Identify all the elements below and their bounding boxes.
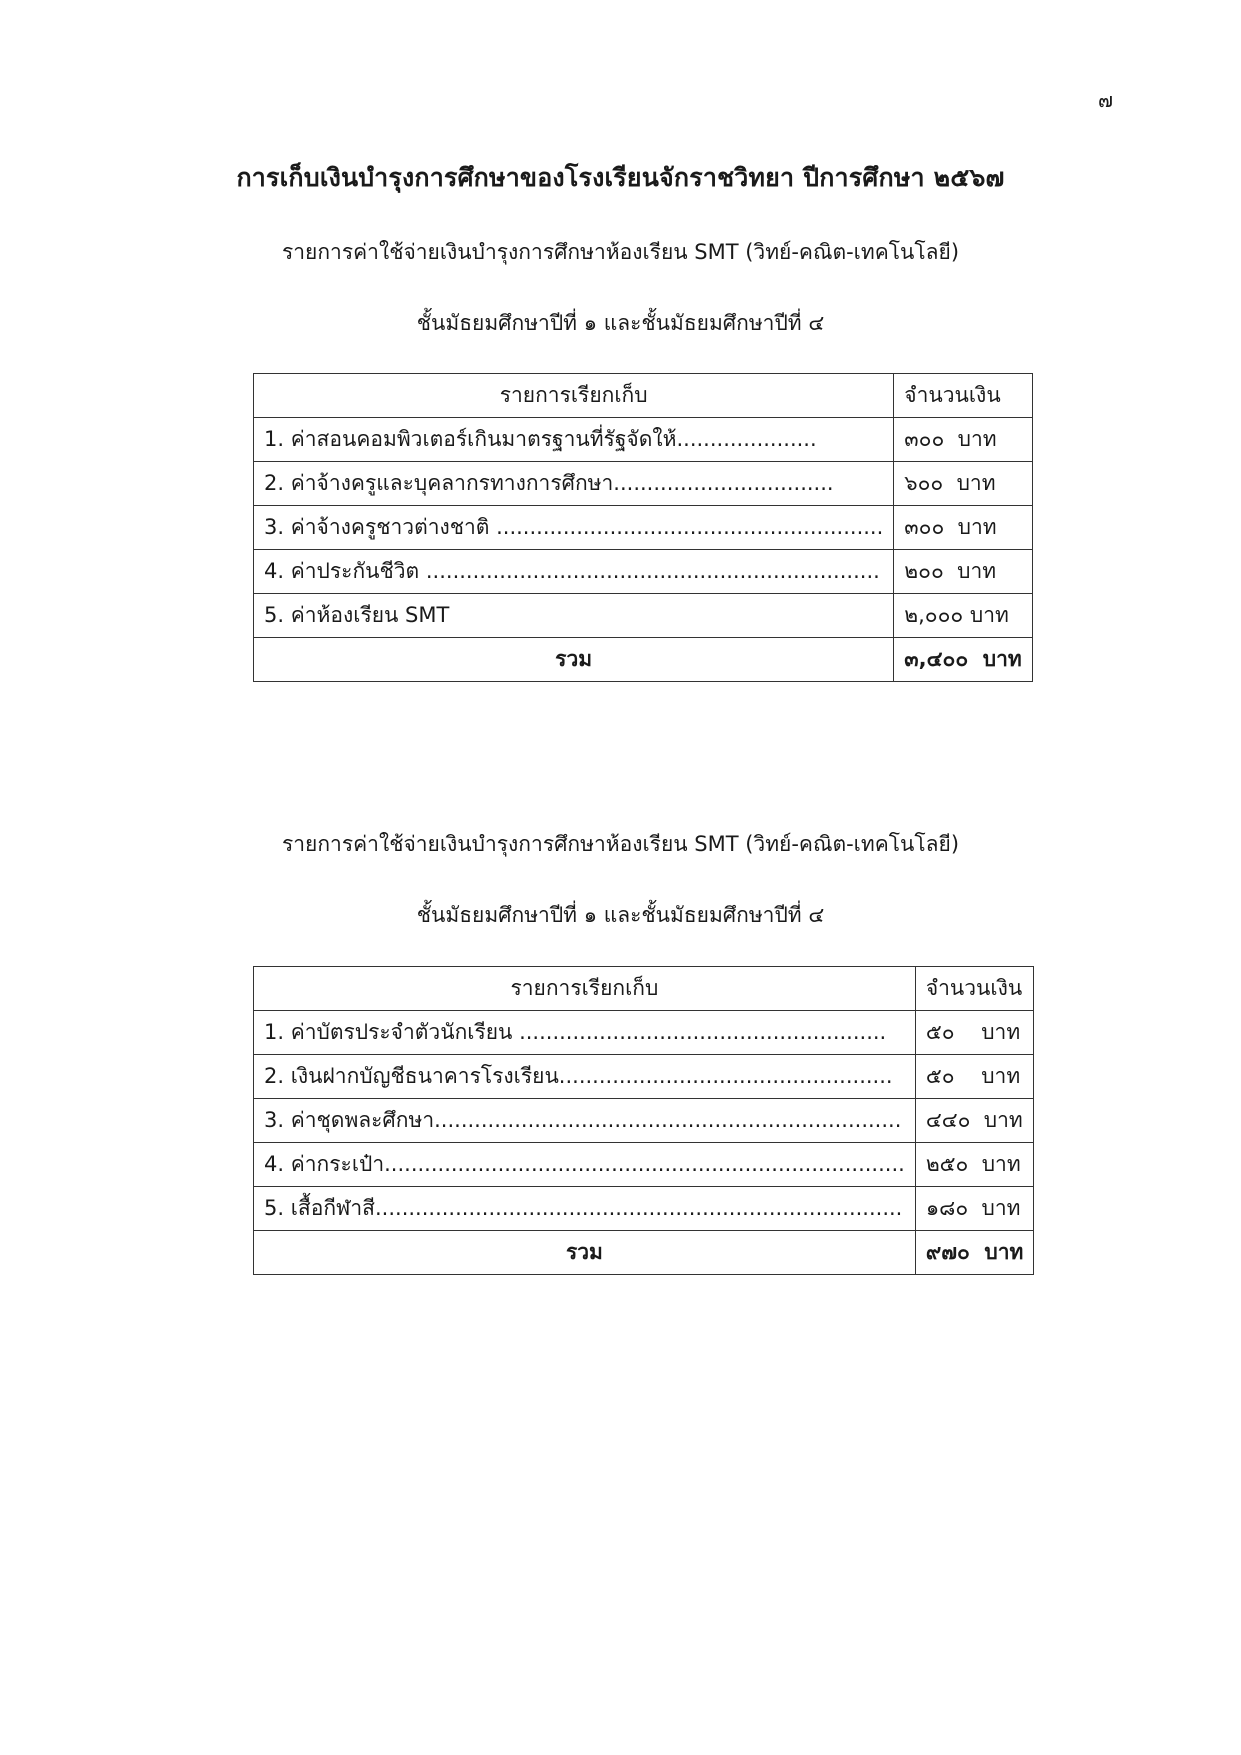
row-amount: ๒๕๐ บาท [915,1143,1034,1187]
header-amount: จำนวนเงิน [915,967,1034,1011]
row-amount: ๕๐ บาท [915,1011,1034,1055]
total-amount: ๓,๔๐๐ บาท [894,638,1032,682]
table-row [254,1187,1034,1231]
total-label: รวม [254,638,894,682]
row-item: 1. ค่าสอนคอมพิวเตอร์เกินมาตรฐานที่รัฐจัดให้..................... [264,427,817,451]
section-2-grade-line: ชั้นมัธยมศึกษาปีที่ ๑ และชั้นมัธยมศึกษาปีที่ ๔ [416,903,825,927]
table-header-row [254,967,1034,1011]
row-amount: ๕๐ บาท [915,1055,1034,1099]
total-label: รวม [254,1231,916,1275]
table-total-row [254,1231,1034,1275]
header-item: รายการเรียกเก็บ [254,374,894,418]
page-number: ๗ [1098,88,1114,112]
table-row [254,1099,1034,1143]
fee-table-1 [253,373,1033,682]
row-amount: ๖๐๐ บาท [894,462,1032,506]
total-amount: ๙๗๐ บาท [915,1231,1034,1275]
row-item: 3. ค่าจ้างครูชาวต่างชาติ .......................................................... [264,515,884,539]
table-row [254,1143,1034,1187]
row-amount: ๔๔๐ บาท [915,1099,1034,1143]
row-amount: ๑๘๐ บาท [915,1187,1034,1231]
row-amount: ๓๐๐ บาท [894,418,1032,462]
table-row [254,1011,1034,1055]
table-row [254,550,1033,594]
row-item: 2. ค่าจ้างครูและบุคลากรทางการศึกษา................................. [264,471,834,495]
row-amount: ๒,๐๐๐ บาท [894,594,1032,638]
table-row [254,594,1033,638]
section-1-grade-line: ชั้นมัธยมศึกษาปีที่ ๑ และชั้นมัธยมศึกษาปีที่ ๔ [416,311,825,335]
table-row [254,418,1033,462]
row-item: 3. ค่าชุดพละศึกษา...................................................................... [264,1108,902,1132]
table-row [254,506,1033,550]
row-amount: ๓๐๐ บาท [894,506,1032,550]
table-row [254,1055,1034,1099]
header-amount: จำนวนเงิน [894,374,1032,418]
table-header-row [254,374,1033,418]
row-amount: ๒๐๐ บาท [894,550,1032,594]
row-item: 1. ค่าบัตรประจำตัวนักเรียน ....................................................... [264,1020,887,1044]
section-2-subtitle: รายการค่าใช้จ่ายเงินบำรุงการศึกษาห้องเรียน SMT (วิทย์-คณิต-เทคโนโลยี) [281,832,960,856]
header-item: รายการเรียกเก็บ [254,967,916,1011]
row-item: 4. ค่ากระเป๋า.............................................................................. [264,1152,905,1176]
row-item: 4. ค่าประกันชีวิต .................................................................... [264,559,880,583]
page-title: การเก็บเงินบำรุงการศึกษาของโรงเรียนจักราชวิทยา ปีการศึกษา ๒๕๖๗ [236,163,1005,192]
table-total-row [254,638,1033,682]
row-item: 5. เสื้อกีฬาสี............................................................................... [264,1196,903,1220]
row-item: 5. ค่าห้องเรียน SMT [264,603,450,627]
table-row [254,462,1033,506]
section-1-subtitle: รายการค่าใช้จ่ายเงินบำรุงการศึกษาห้องเรียน SMT (วิทย์-คณิต-เทคโนโลยี) [281,240,960,264]
row-item: 2. เงินฝากบัญชีธนาคารโรงเรียน.................................................. [264,1064,893,1088]
fee-table-2 [253,966,1034,1275]
